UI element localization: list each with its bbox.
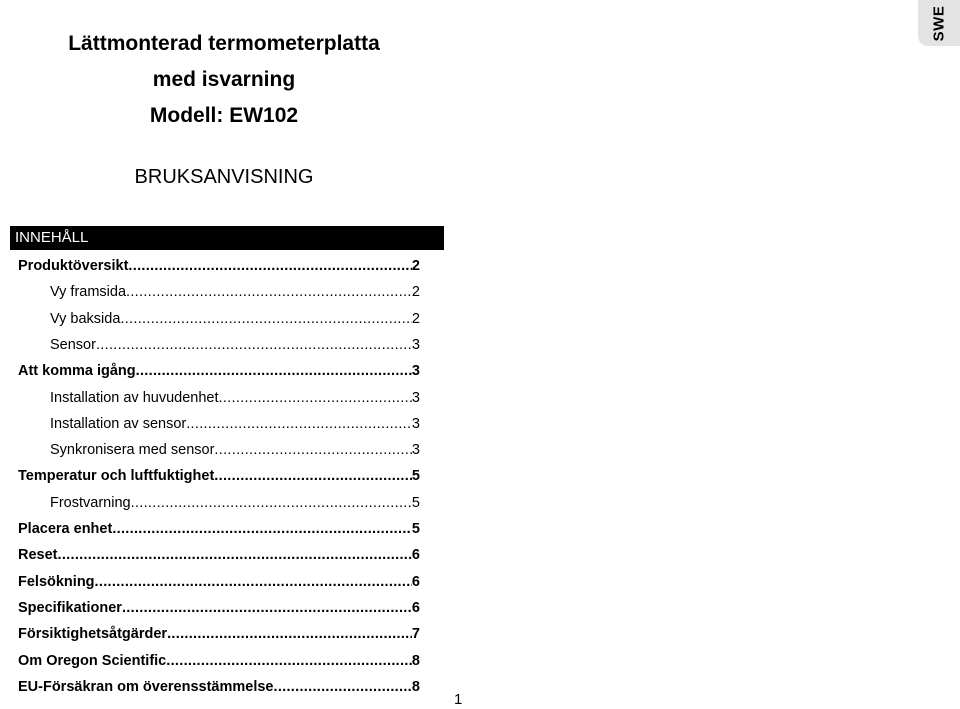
toc-entry-label: Frostvarning: [50, 495, 131, 511]
toc-entry: [50, 282, 420, 302]
toc-entry: [50, 414, 420, 434]
toc-dot-leader: [219, 388, 412, 408]
toc-entry-label: Produktöversikt: [18, 258, 129, 274]
toc-entry-label: Vy framsida: [50, 284, 127, 300]
toc-entry: [18, 361, 420, 381]
toc-entry-label: Placera enhet: [18, 521, 113, 537]
toc-entry-page: 5: [411, 468, 420, 484]
toc-dot-leader: [58, 545, 412, 565]
toc-entry-page: 6: [411, 600, 420, 616]
toc-entry-page: 7: [411, 626, 420, 642]
toc-entry-label: Reset: [18, 547, 58, 563]
toc-entry-label: Vy baksida: [50, 311, 121, 327]
toc-entry: [18, 466, 420, 486]
toc-dot-leader: [96, 335, 412, 355]
toc-entry-page: 5: [411, 495, 420, 511]
toc-dot-leader: [166, 651, 412, 671]
document-subtitle: BRUKSANVISNING: [134, 166, 314, 188]
toc-entry-page: 3: [411, 442, 420, 458]
toc-entry: [18, 256, 420, 276]
toc-entry: [50, 388, 420, 408]
toc-entry-page: 6: [411, 574, 420, 590]
toc-dot-leader: [136, 361, 412, 381]
toc-heading: INNEHÅLL: [10, 226, 444, 250]
toc-entry-label: Försiktighetsåtgärder: [18, 626, 168, 642]
toc-entry: [18, 598, 420, 618]
toc-dot-leader: [126, 282, 412, 302]
toc-entry: [18, 624, 420, 644]
toc-entry-page: 3: [411, 363, 420, 379]
toc-entry: [50, 335, 420, 355]
toc-entry-label: Installation av sensor: [50, 416, 187, 432]
toc-dot-leader: [131, 493, 412, 513]
language-tab: [918, 0, 960, 46]
toc-dot-leader: [128, 256, 412, 276]
toc-entry-label: Sensor: [50, 337, 96, 353]
toc-dot-leader: [214, 440, 412, 460]
toc-dot-leader: [120, 309, 412, 329]
toc-entry-page: 2: [411, 258, 420, 274]
toc-entry-page: 8: [411, 679, 420, 695]
document-title-line-1: Lättmonterad termometerplatta: [68, 32, 380, 55]
toc-entry-label: Felsökning: [18, 574, 95, 590]
toc-entry-page: 3: [411, 416, 420, 432]
toc-entry-label: Att komma igång: [18, 363, 136, 379]
toc-dot-leader: [273, 677, 411, 697]
toc-entry-label: Synkronisera med sensor: [50, 442, 215, 458]
page-number: 1: [454, 691, 463, 708]
toc-entry-page: 5: [411, 521, 420, 537]
toc-entry: [18, 572, 420, 592]
toc-entry-label: Specifikationer: [18, 600, 122, 616]
toc-entry: [18, 519, 420, 539]
toc-dot-leader: [122, 598, 412, 618]
toc-entry: [50, 440, 420, 460]
toc-entry-page: 2: [411, 311, 420, 327]
toc-entry: [50, 309, 420, 329]
toc-dot-leader: [167, 624, 412, 644]
toc-entry: [18, 651, 420, 671]
toc-entry-label: Om Oregon Scientific: [18, 653, 167, 669]
document-title-line-2: med isvarning: [152, 68, 296, 91]
toc-entry: [50, 493, 420, 513]
document-title-line-3: Modell: EW102: [149, 104, 299, 127]
toc-entry-page: 3: [411, 390, 420, 406]
toc-dot-leader: [186, 414, 412, 434]
toc-entry: [18, 545, 420, 565]
toc-entry-label: Temperatur och luftfuktighet: [18, 468, 215, 484]
toc-entry-label: Installation av huvudenhet: [50, 390, 219, 406]
toc-entry-page: 8: [411, 653, 420, 669]
toc-dot-leader: [95, 572, 412, 592]
toc-dot-leader: [112, 519, 412, 539]
toc-entry-page: 2: [411, 284, 420, 300]
toc-entry-page: 6: [411, 547, 420, 563]
toc-entry: [18, 677, 420, 697]
toc-entry-page: 3: [411, 337, 420, 353]
toc-dot-leader: [214, 466, 412, 486]
language-tab-label: SWE: [930, 5, 948, 41]
toc-entry-label: EU-Försäkran om överensstämmelse: [18, 679, 274, 695]
